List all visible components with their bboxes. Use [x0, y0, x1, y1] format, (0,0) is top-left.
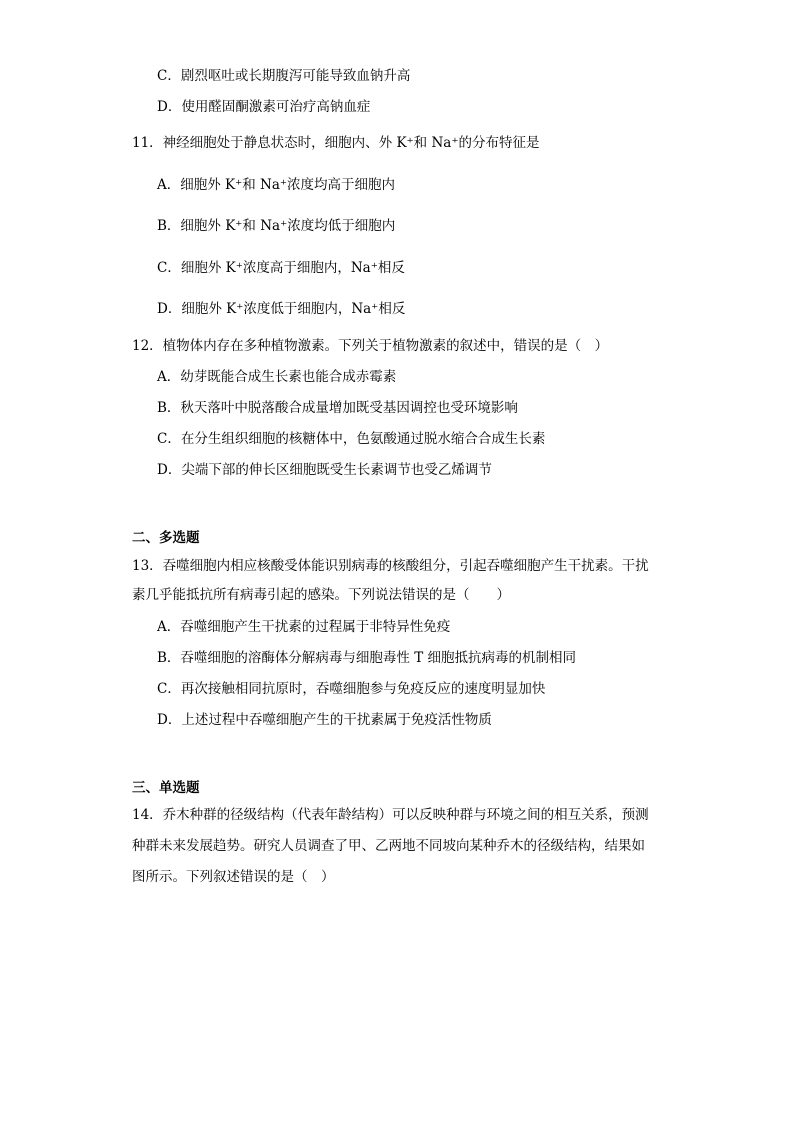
q10-option-c: C．剧烈呕吐或长期腹泻可能导致血钠升高 — [157, 68, 411, 84]
q14-stem-line-2: 种群未来发展趋势。研究人员调查了甲、乙两地不同坡向某种乔木的径级结构，结果如 — [132, 838, 645, 854]
q13-option-c: C．再次接触相同抗原时，吞噬细胞参与免疫反应的速度明显加快 — [157, 681, 546, 697]
section-heading-single-choice: 三、单选题 — [132, 780, 200, 796]
q12-option-b: B．秋天落叶中脱落酸合成量增加既受基因调控也受环境影响 — [157, 400, 518, 416]
q13-option-a: A．吞噬细胞产生干扰素的过程属于非特异性免疫 — [157, 619, 451, 635]
q12-option-c: C．在分生组织细胞的核糖体中，色氨酸通过脱水缩合合成生长素 — [157, 431, 546, 447]
q12-stem: 12．植物体内存在多种植物激素。下列关于植物激素的叙述中，错误的是（ ） — [132, 338, 609, 354]
q12-option-d: D．尖端下部的伸长区细胞既受生长素调节也受乙烯调节 — [157, 462, 492, 478]
q11-option-d: D．细胞外 K⁺浓度低于细胞内，Na⁺相反 — [157, 301, 406, 317]
q11-option-b: B．细胞外 K⁺和 Na⁺浓度均低于细胞内 — [157, 218, 396, 234]
q14-stem-line-1: 14．乔木种群的径级结构（代表年龄结构）可以反映种群与环境之间的相互关系，预测 — [132, 807, 649, 823]
q12-option-a: A．幼芽既能合成生长素也能合成赤霉素 — [157, 369, 397, 385]
q11-stem: 11．神经细胞处于静息状态时，细胞内、外 K⁺和 Na⁺的分布特征是 — [132, 135, 540, 151]
section-heading-multiple-choice: 二、多选题 — [132, 530, 200, 546]
q13-stem-line-2: 素几乎能抵抗所有病毒引起的感染。下列说法错误的是（ ） — [132, 587, 510, 603]
q11-option-a: A．细胞外 K⁺和 Na⁺浓度均高于细胞内 — [157, 177, 396, 193]
q11-option-c: C．细胞外 K⁺浓度高于细胞内，Na⁺相反 — [157, 260, 405, 276]
q13-option-d: D．上述过程中吞噬细胞产生的干扰素属于免疫活性物质 — [157, 712, 492, 728]
q10-option-d: D．使用醛固酮激素可治疗高钠血症 — [157, 99, 371, 115]
q13-option-b: B．吞噬细胞的溶酶体分解病毒与细胞毒性 T 细胞抵抗病毒的机制相同 — [157, 650, 577, 666]
q14-stem-line-3: 图所示。下列叙述错误的是（ ） — [132, 869, 335, 885]
q13-stem-line-1: 13．吞噬细胞内相应核酸受体能识别病毒的核酸组分，引起吞噬细胞产生干扰素。干扰 — [132, 558, 649, 574]
